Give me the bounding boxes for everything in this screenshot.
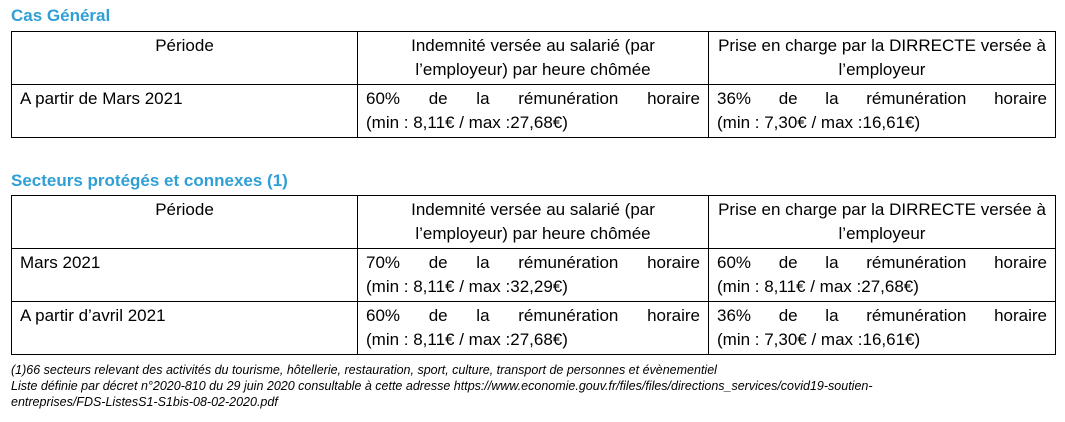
prise-rate: 60% de la rémunération horaire (717, 253, 1047, 272)
table-row (12, 302, 1056, 355)
prise-range: (min : 7,30€ / max :16,61€) (717, 330, 921, 349)
header-periode: Période (12, 32, 358, 85)
footnote-url-continuation: entreprises/FDS-ListesS1-S1bis-08-02-2020.pdf (11, 395, 278, 409)
section-title-cas-general: Cas Général (11, 6, 111, 25)
prise-rate: 36% de la rémunération horaire (717, 306, 1047, 325)
cell-prise (709, 249, 1056, 302)
header-prise-en-charge: Prise en charge par la DIRRECTE versée à l’employeur (709, 32, 1056, 85)
header-prise-en-charge: Prise en charge par la DIRRECTE versée à l’employeur (709, 196, 1056, 249)
footnote (11, 362, 1061, 410)
indemnite-range: (min : 8,11€ / max :27,68€) (366, 113, 568, 132)
cell-period: Mars 2021 (12, 249, 358, 302)
indemnite-rate: 60% de la rémunération horaire (366, 306, 700, 325)
cell-indemnite (358, 249, 709, 302)
table-header-row (12, 32, 1056, 85)
prise-range: (min : 7,30€ / max :16,61€) (717, 113, 921, 132)
indemnite-range: (min : 8,11€ / max :32,29€) (366, 277, 568, 296)
footnote-decret: Liste définie par décret n°2020-810 du 29 juin 2020 consultable à cette adresse https://www.economie.gouv.fr/files/files/directions_services/covid19-soutien- (11, 379, 873, 393)
cell-indemnite (358, 85, 709, 138)
table-row (12, 249, 1056, 302)
header-indemnite: Indemnité versée au salarié (par l’employeur) par heure chômée (358, 32, 709, 85)
footnote-secteurs: (1)66 secteurs relevant des activités du tourisme, hôtellerie, restauration, sport, culture, transport de personnes et évènementiel (11, 363, 717, 377)
table-header-row (12, 196, 1056, 249)
cell-prise (709, 302, 1056, 355)
cell-period: A partir de Mars 2021 (12, 85, 358, 138)
cell-prise (709, 85, 1056, 138)
prise-range: (min : 8,11€ / max :27,68€) (717, 277, 919, 296)
table-secteurs-proteges (11, 195, 1056, 355)
indemnite-rate: 60% de la rémunération horaire (366, 89, 700, 108)
indemnite-range: (min : 8,11€ / max :27,68€) (366, 330, 568, 349)
table-cas-general (11, 31, 1056, 138)
header-periode: Période (12, 196, 358, 249)
header-indemnite: Indemnité versée au salarié (par l’employeur) par heure chômée (358, 196, 709, 249)
indemnite-rate: 70% de la rémunération horaire (366, 253, 700, 272)
cell-indemnite (358, 302, 709, 355)
cell-period: A partir d’avril 2021 (12, 302, 358, 355)
prise-rate: 36% de la rémunération horaire (717, 89, 1047, 108)
table-row (12, 85, 1056, 138)
section-title-secteurs-proteges: Secteurs protégés et connexes (1) (11, 171, 288, 190)
